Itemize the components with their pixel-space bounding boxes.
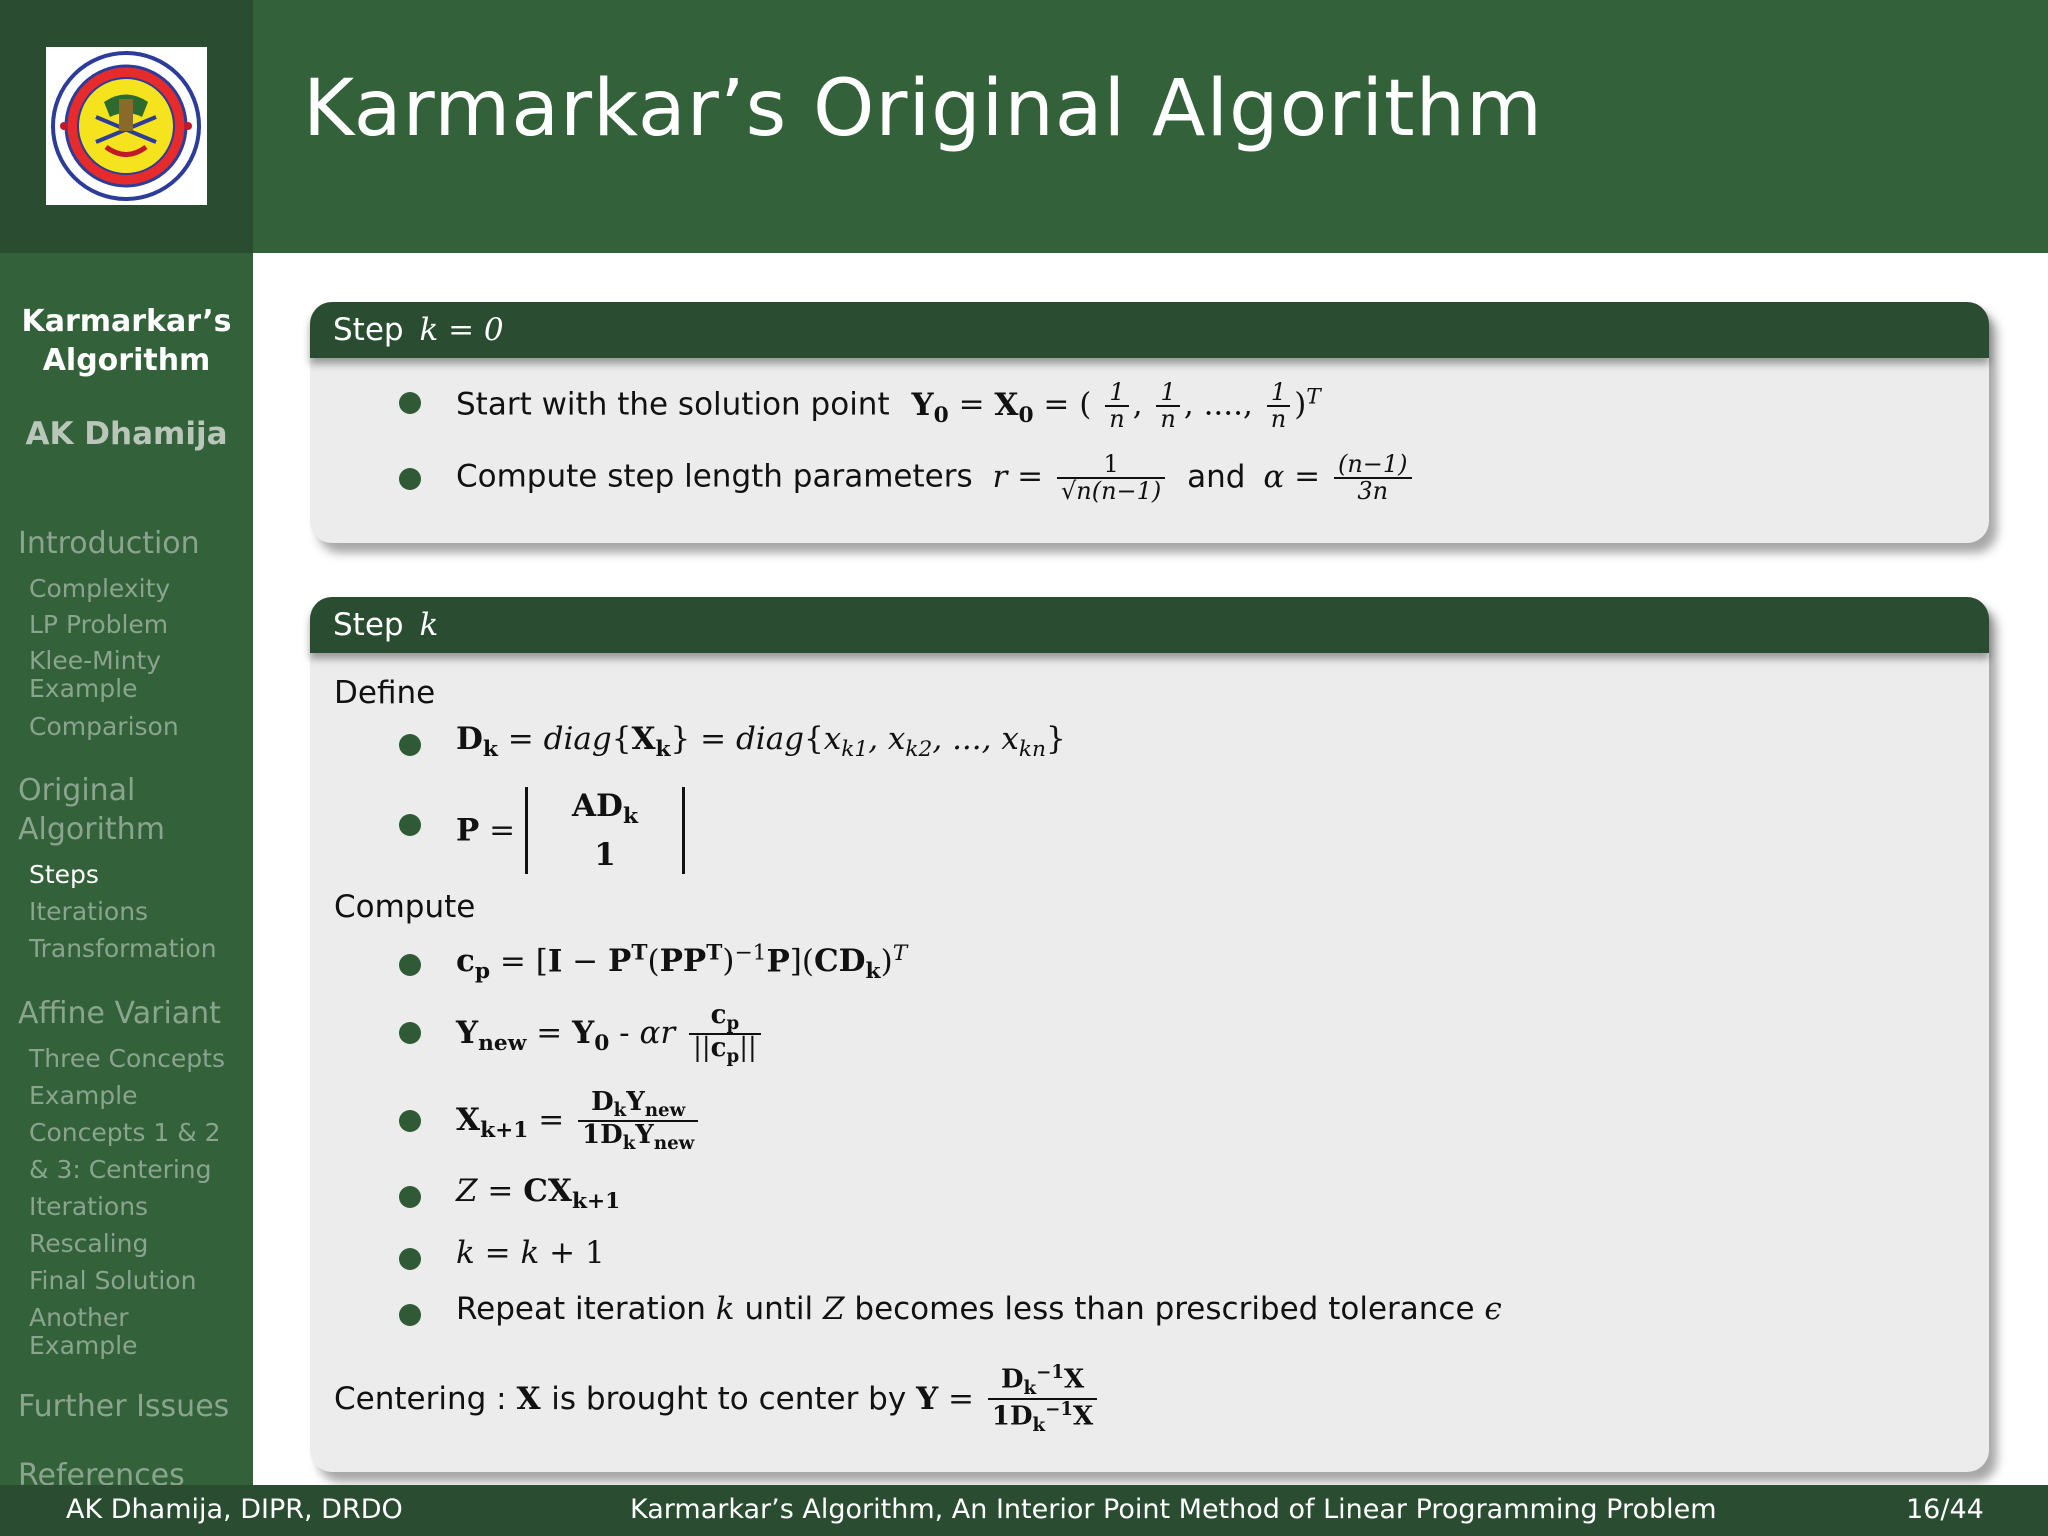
sidebar-item-complexity[interactable]: Complexity	[29, 574, 171, 603]
repeat-iteration-line: Repeat iteration k until Z becomes less than prescribed tolerance ϵ	[456, 1291, 1502, 1327]
drdo-logo	[46, 47, 207, 205]
slide-title: Karmarkar’s Original Algorithm	[303, 64, 1544, 154]
bullet	[399, 1022, 421, 1044]
bullet	[399, 1248, 421, 1270]
slide-footer	[0, 1485, 2048, 1536]
sidebar-item-concepts-1-2[interactable]: Concepts 1 & 2	[29, 1118, 221, 1147]
step-k-title-math: k	[419, 607, 439, 643]
k-increment: k = k + 1	[456, 1235, 605, 1271]
sidebar-item-concept-3-centering[interactable]: & 3: Centering	[29, 1155, 212, 1184]
sidebar-section-affine-variant[interactable]: Affine Variant	[18, 996, 221, 1031]
dk-definition: $D_k$ = $diag\{X_k\}$ = $diag\{x_{k1}$, $x_{k2}$, ..., $x_{kn}$}	[456, 721, 1066, 763]
sidebar-item-rescaling[interactable]: Rescaling	[29, 1229, 149, 1258]
sidebar-section-original-line1[interactable]: Original	[18, 773, 136, 808]
bullet	[399, 1304, 421, 1326]
centering-text-1: Centering :	[334, 1380, 507, 1417]
sidebar-title-line1[interactable]: Karmarkar’s	[21, 304, 232, 339]
sidebar-item-example[interactable]: Example	[29, 1081, 138, 1110]
bullet	[399, 954, 421, 976]
sidebar-nav	[0, 253, 253, 1485]
step-0-block	[310, 302, 1989, 543]
repeat-text-3: becomes less than prescribed tolerance	[854, 1291, 1475, 1327]
step-k-title-text: Step	[333, 607, 404, 643]
sidebar-section-original-line2[interactable]: Algorithm	[18, 812, 165, 847]
sidebar-author[interactable]: AK Dhamija	[25, 416, 228, 452]
step-k-block-title	[310, 597, 1989, 653]
and-text: and	[1187, 458, 1246, 495]
sidebar-item-klee-minty-example[interactable]: Example	[29, 674, 138, 703]
sidebar-item-final-solution[interactable]: Final Solution	[29, 1266, 197, 1295]
sidebar-section-introduction[interactable]: Introduction	[18, 526, 200, 561]
compute-label: Compute	[334, 889, 476, 925]
define-label: Define	[334, 675, 436, 711]
start-solution-text: Start with the solution point	[456, 386, 890, 423]
step-0-block-title	[310, 302, 1989, 358]
page-number: 16/44	[1906, 1494, 1984, 1525]
sidebar-item-lp-problem[interactable]: LP Problem	[29, 610, 169, 639]
footer-author: AK Dhamija, DIPR, DRDO	[66, 1494, 403, 1525]
sidebar-item-klee-minty[interactable]: Klee-Minty	[29, 646, 162, 675]
centering-text-2: is brought to center by	[551, 1380, 907, 1417]
ynew-formula: $Y_{new} = Y_0 - \alpha r$ $\frac{c_p}{||c_p||}$	[456, 1002, 765, 1067]
sidebar-item-transformation[interactable]: Transformation	[29, 934, 217, 963]
sidebar-title-line2[interactable]: Algorithm	[42, 343, 211, 378]
xk1-formula: $X_{k+1}$ = $\frac{D_kY_{new}}{1D_kY_{new}}$	[456, 1089, 702, 1154]
sidebar-item-comparison[interactable]: Comparison	[29, 712, 179, 741]
bullet	[399, 392, 421, 414]
step-0-title-text: Step	[333, 312, 404, 348]
repeat-text-1: Repeat iteration	[456, 1291, 706, 1327]
bullet	[399, 734, 421, 756]
sidebar-item-affine-iterations[interactable]: Iterations	[29, 1192, 149, 1221]
start-solution-point-line: Start with the solution point $Y_0 = X_0$ = ( $\frac{1}{n}$ , $\frac{1}{n}$ , ...., $\frac{1}{n}$ )$^T$	[456, 378, 1321, 434]
step-k-block	[310, 597, 1989, 1472]
bullet	[399, 468, 421, 490]
sidebar-section-references[interactable]: References	[18, 1458, 185, 1485]
sidebar-item-three-concepts[interactable]: Three Concepts	[29, 1044, 225, 1073]
slide-header	[253, 0, 2048, 253]
step-length-text: Compute step length parameters	[456, 458, 973, 495]
bullet	[399, 814, 421, 836]
bullet	[399, 1110, 421, 1132]
repeat-text-2: until	[744, 1291, 814, 1327]
footer-title: Karmarkar’s Algorithm, An Interior Point Method of Linear Programming Problem	[630, 1494, 1717, 1525]
sidebar-section-further-issues[interactable]: Further Issues	[18, 1389, 230, 1424]
sidebar-item-another[interactable]: Another	[29, 1303, 129, 1332]
p-matrix-definition: P = $AD_k$ 1	[456, 787, 685, 874]
sidebar-item-another-example[interactable]: Example	[29, 1331, 138, 1360]
step-length-parameters-line: Compute step length parameters r = $\frac{1}{√n(n-1)}$ and α = $\frac{(n-1)}{3n}$	[456, 452, 1416, 504]
sidebar-item-iterations[interactable]: Iterations	[29, 897, 149, 926]
sidebar-item-steps[interactable]: Steps	[29, 860, 99, 889]
centering-line: Centering : X is brought to center by Y = $\frac{D_k^{-1}X}{1D_k^{-1}X}$	[334, 1363, 1101, 1435]
z-formula: $Z = CX_{k+1}$	[456, 1173, 621, 1215]
step-0-title-math: k = 0	[419, 312, 504, 348]
logo-area	[0, 0, 253, 253]
bullet	[399, 1186, 421, 1208]
cp-formula: $c_p = [I - P^T(PP^T)^{-1}P](CD_k)^T$	[456, 941, 908, 985]
